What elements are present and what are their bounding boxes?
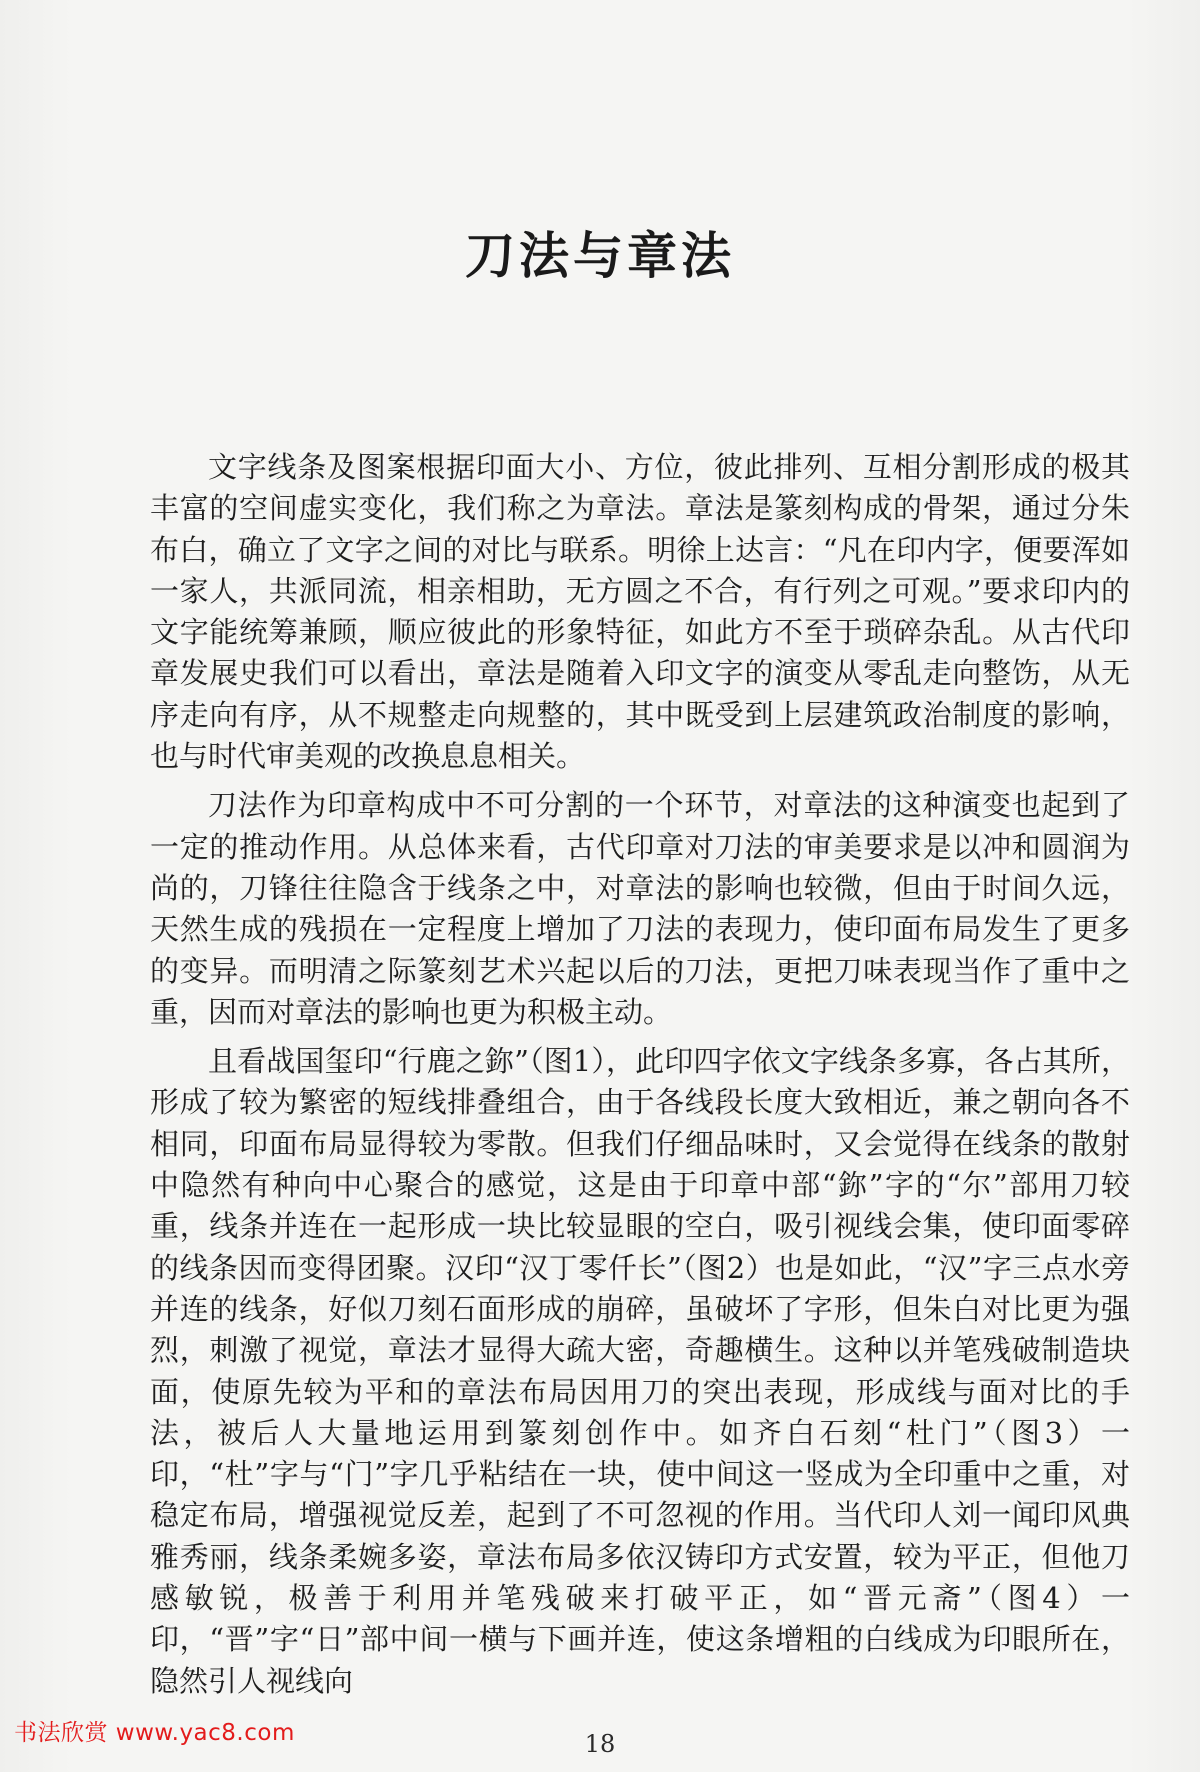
- body-text: [150, 447, 1130, 1702]
- chapter-title: 刀法与章法: [465, 226, 735, 285]
- page-number: 18: [584, 1730, 616, 1758]
- paragraph-2: 刀法作为印章构成中不可分割的一个环节，对章法的这种演变也起到了一定的推动作用。从总体来看，古代印章对刀法的审美要求是以冲和圆润为尚的，刀锋往往隐含于线条之中，对章法的影响也较微，但由于时间久远，天然生成的残损在一定程度上增加了刀法的表现力，使印面布局发生了更多的变异。而明清之际篆刻艺术兴起以后的刀法，更把刀味表现当作了重中之重，因而对章法的影响也更为积极主动。: [150, 788, 1130, 1029]
- paragraph-1: 文字线条及图案根据印面大小、方位，彼此排列、互相分割形成的极其丰富的空间虚实变化，我们称之为章法。章法是篆刻构成的骨架，通过分朱布白，确立了文字之间的对比与联系。明徐上达言：“凡在印内字，便要浑如一家人，共派同流，相亲相助，无方圆之不合，有行列之可观。”要求印内的文字能统筹兼顾，顺应彼此的形象特征，如此方不至于琐碎杂乱。从古代印章发展史我们可以看出，章法是随着入印文字的演变从零乱走向整饬，从无序走向有序，从不规整走向规整的，其中既受到上层建筑政治制度的影响，也与时代审美观的改换息息相关。: [150, 450, 1130, 774]
- paragraph-3: 且看战国玺印“行鹿之鉨”（图1），此印四字依文字线条多寡，各占其所，形成了较为繁密的短线排叠组合，由于各线段长度大致相近，兼之朝向各不相同，印面布局显得较为零散。但我们仔细品味时，又会觉得在线条的散射中隐然有种向中心聚合的感觉，这是由于印章中部“鉨”字的“尔”部用刀较重，线条并连在一起形成一块比较显眼的空白，吸引视线会集，使印面零碎的线条因而变得团聚。汉印“汉丁零仟长”（图2）也是如此，“汉”字三点水旁并连的线条，好似刀刻石面形成的崩碎，虽破坏了字形，但朱白对比更为强烈，刺激了视觉，章法才显得大疏大密，奇趣横生。这种以并笔残破制造块面，使原先较为平和的章法布局因用刀的突出表现，形成线与面对比的手法，被后人大量地运用到篆刻创作中。如齐白石刻“杜门”（图3）一印，“杜”字与“门”字几乎粘结在一块，使中间这一竖成为全印重中之重，对稳定布局，增强视觉反差，起到了不可忽视的作用。当代印人刘一闻印风典雅秀丽，线条柔婉多姿，章法布局多依汉铸印方式安置，较为平正，但他刀感敏锐，极善于利用并笔残破来打破平正，如“晋元斋”（图4）一印，“晋”字“日”部中间一横与下画并连，使这条增粗的白线成为印眼所在，隐然引人视线向: [150, 1044, 1130, 1698]
- site-watermark: 书法欣赏 www.yac8.com: [14, 1720, 295, 1746]
